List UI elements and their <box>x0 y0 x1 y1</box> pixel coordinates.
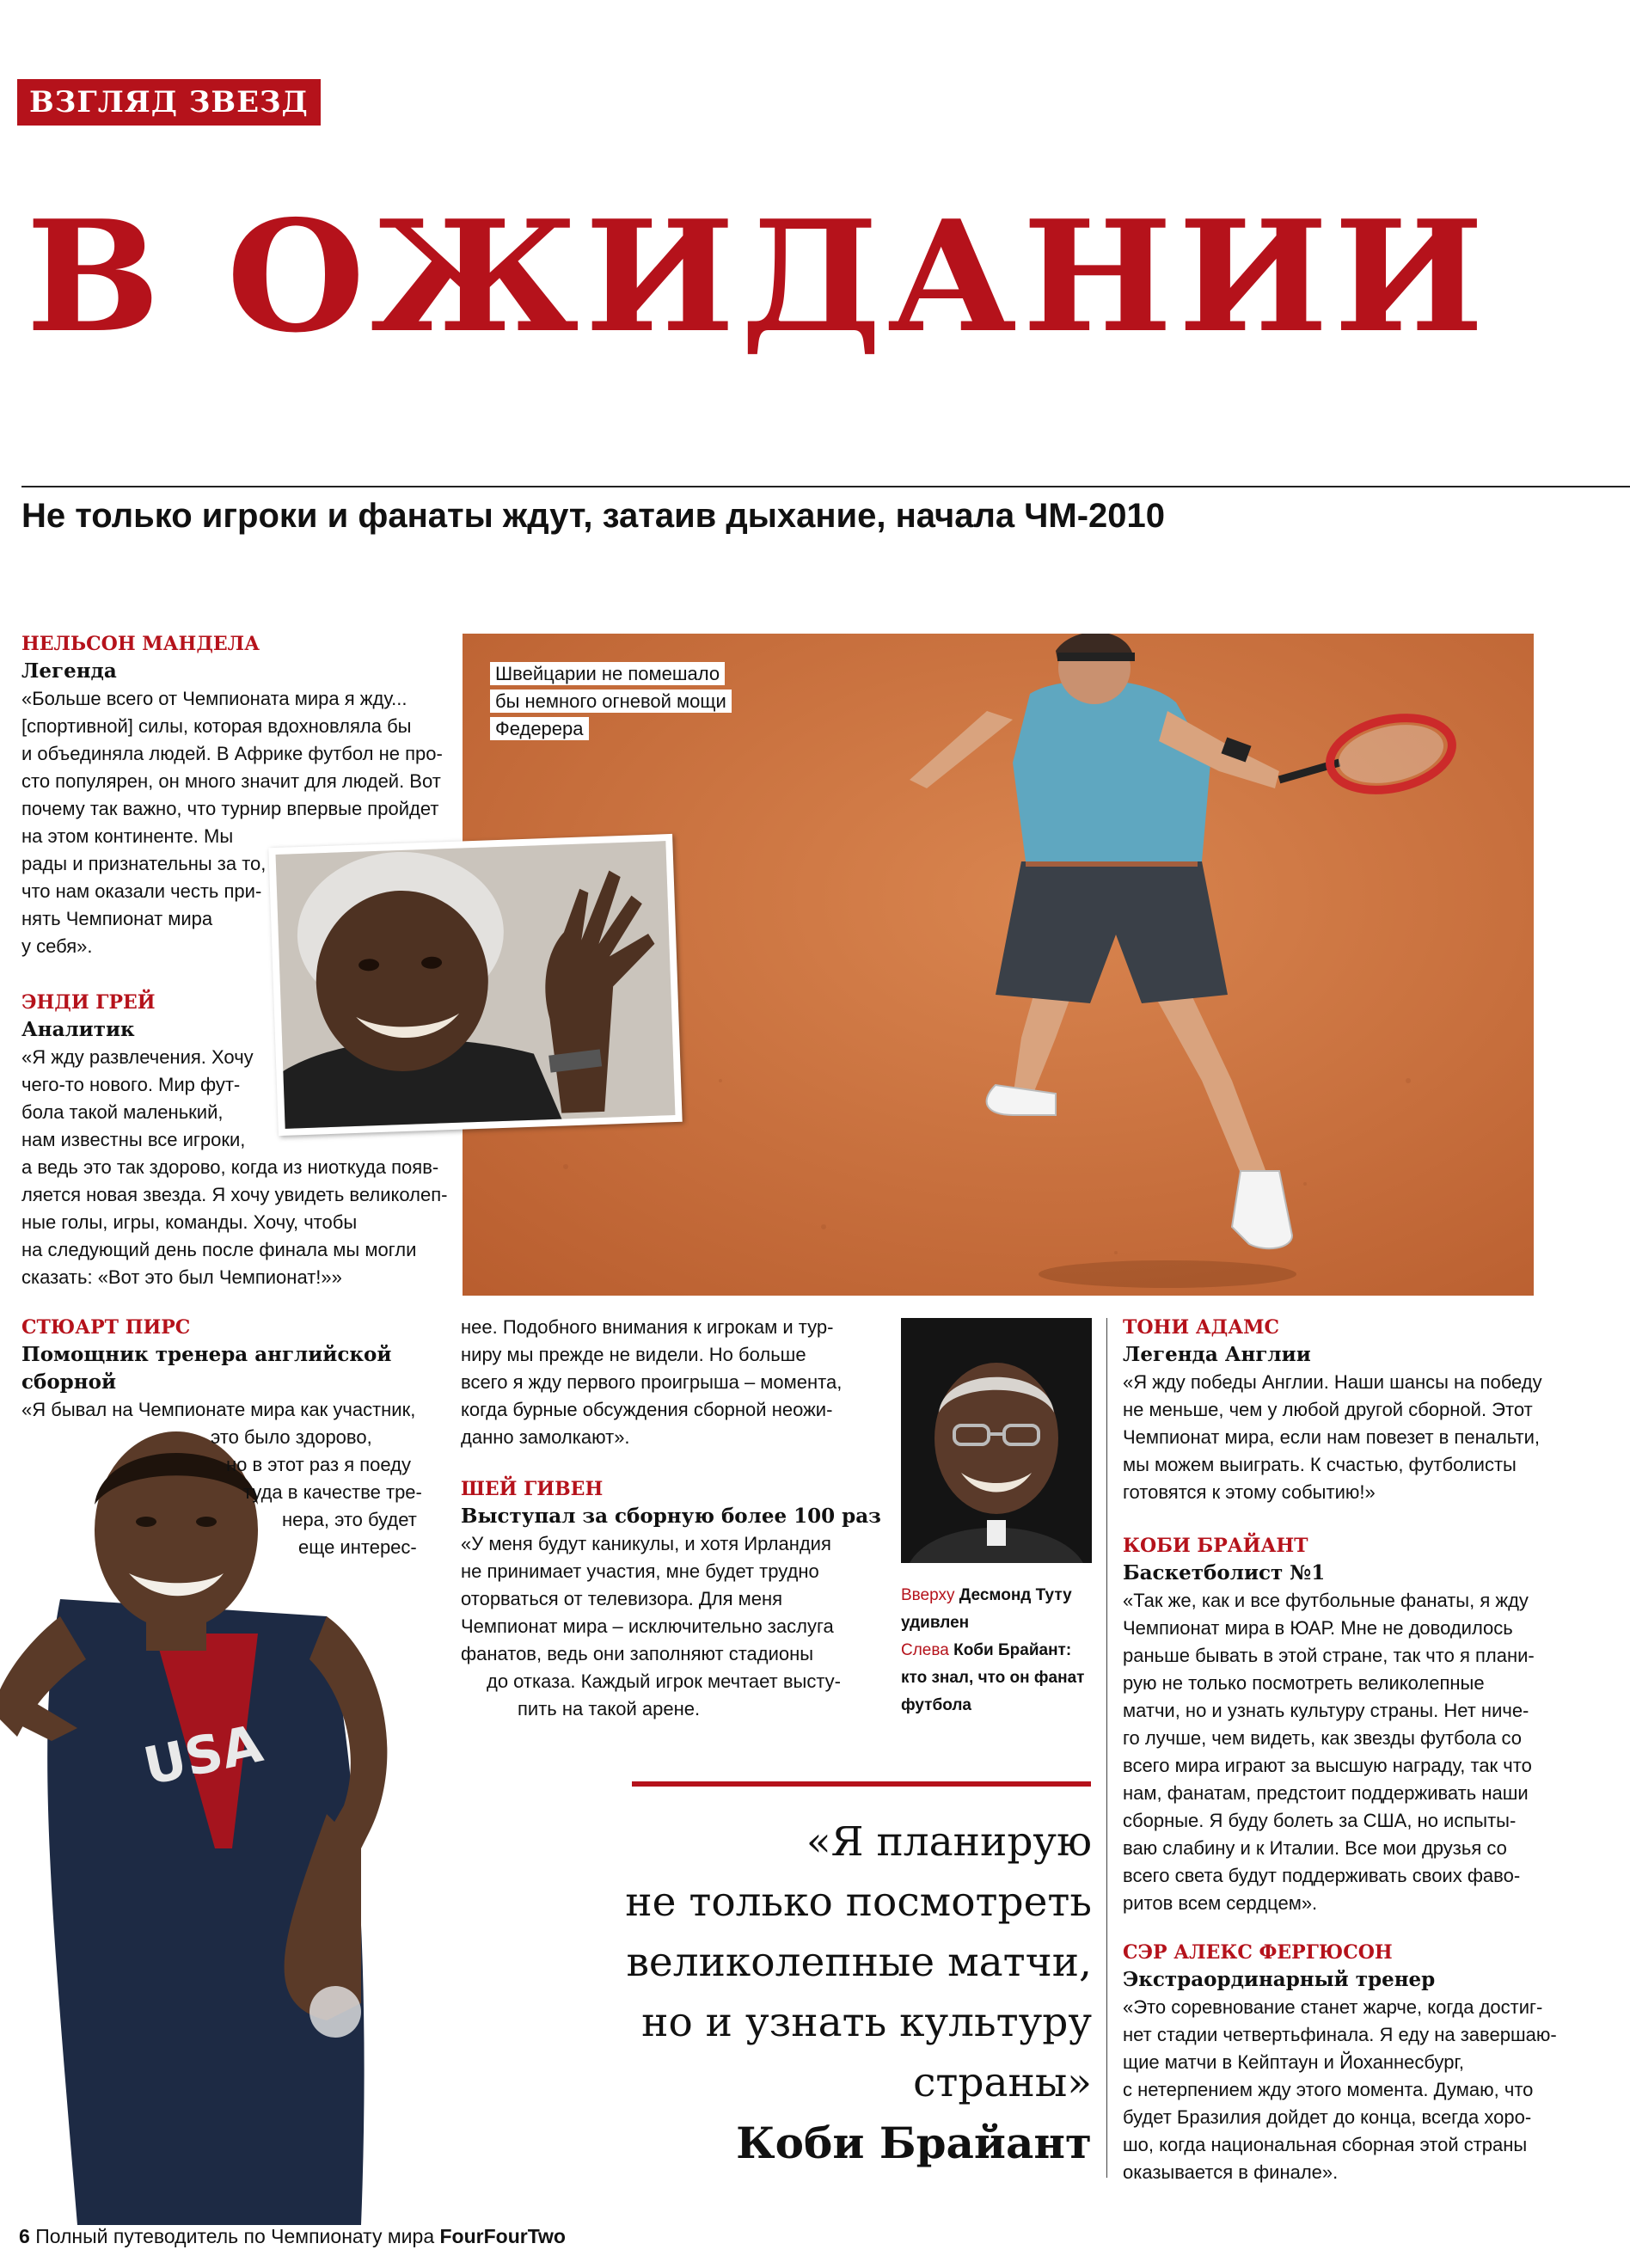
quote-line: всего я жду первого проигрыша – момента, <box>461 1371 843 1393</box>
quote-name: НЕЛЬСОН МАНДЕЛА <box>21 633 260 655</box>
quote-line: чего-то нового. Мир фут- <box>21 1074 241 1095</box>
quote-line: раньше бывать в этой стране, так что я плани- <box>1123 1645 1535 1666</box>
quote-mandela <box>21 630 451 960</box>
quote-line: матчи, но и узнать культуру страны. Нет ниче- <box>1123 1700 1529 1721</box>
quote-line: на этом континенте. Мы <box>21 825 234 847</box>
quote-role: Легенда <box>21 659 117 683</box>
quote-pearce <box>21 1314 451 1561</box>
quote-name: СТЮАРТ ПИРС <box>21 1316 191 1339</box>
quote-line: и объединяла людей. В Африке футбол не про- <box>21 743 443 764</box>
quote-line: Чемпионат мира – исключительно заслуга <box>461 1615 834 1637</box>
quote-line: когда бурные обсуждения сборной неожи- <box>461 1399 833 1420</box>
quote-line: ниру мы прежде не видели. Но больше <box>461 1344 806 1365</box>
tutu-illustration <box>901 1318 1092 1563</box>
quote-line: ваю слабину и к Италии. Все мои друзья со <box>1123 1837 1507 1859</box>
quote-line: нет стадии четвертьфинала. Я еду на завершаю- <box>1123 2024 1557 2045</box>
page-number: 6 <box>19 2225 30 2247</box>
quote-line: готовятся к этому событию!» <box>1123 1481 1376 1503</box>
quote-line: ритов всем сердцем». <box>1123 1892 1318 1914</box>
quote-line: «Я жду развлечения. Хочу <box>21 1046 254 1068</box>
top-rule <box>21 486 1630 487</box>
section-tag: ВЗГЛЯД ЗВЕЗД <box>17 79 321 126</box>
pullquote-rule <box>632 1781 1091 1787</box>
quote-line: сказать: «Вот это был Чемпионат!»» <box>21 1266 342 1288</box>
quote-adams <box>1123 1314 1621 1506</box>
quote-line: нам известны все игроки, <box>21 1129 246 1150</box>
quote-line: сборные. Я буду болеть за США, но испыты- <box>1123 1810 1517 1831</box>
pull-quote-line: великолепные матчи, <box>626 1939 1092 1986</box>
footer-text: Полный путеводитель по Чемпионату мира <box>35 2225 435 2247</box>
quote-line: сто популярен, он много значит для людей. Вот <box>21 770 441 792</box>
quote-name: ШЕЙ ГИВЕН <box>461 1478 604 1500</box>
quote-line: данно замолкают». <box>461 1426 630 1448</box>
footer-brand: FourFourTwo <box>439 2225 566 2247</box>
caption-line: бы немного огневой мощи <box>490 690 732 713</box>
quote-line: не принимает участия, мне будет трудно <box>461 1560 819 1582</box>
subheadline: Не только игроки и фанаты ждут, затаив дыхание, начала ЧМ-2010 <box>21 497 1165 535</box>
quote-gray <box>21 989 451 1291</box>
quote-line: туда в качестве тре- <box>243 1481 422 1503</box>
pull-quote <box>585 1812 1092 2113</box>
quote-name: ТОНИ АДАМС <box>1123 1316 1280 1339</box>
pull-quote-line: но и узнать культуру <box>641 1999 1092 2046</box>
quote-line: ляется новая звезда. Я хочу увидеть великолеп- <box>21 1184 448 1205</box>
caption-line: Швейцарии не помешало <box>490 662 725 685</box>
caption-key: Слева <box>901 1641 949 1659</box>
quote-line: но в этот раз я поеду <box>226 1454 411 1475</box>
quote-role: Помощник тренера английской сборной <box>21 1343 392 1394</box>
photo-tutu <box>901 1318 1092 1563</box>
quote-name: КОБИ БРАЙАНТ <box>1123 1535 1308 1557</box>
pull-quote-line: не только посмотреть <box>625 1879 1092 1926</box>
quote-line: нам, фанатам, предстоит поддерживать наши <box>1123 1782 1529 1804</box>
quote-line: всего мира играют за высшую награду, так что <box>1123 1755 1532 1776</box>
federer-caption <box>490 660 748 743</box>
quote-role: Аналитик <box>21 1018 135 1041</box>
caption-line: Федерера <box>490 717 589 740</box>
quote-pearce-cont <box>461 1314 891 1451</box>
quote-line: бола такой маленький, <box>21 1101 224 1123</box>
quote-line: го лучше, чем видеть, как звезды футбола со <box>1123 1727 1522 1749</box>
quote-line: шо, когда национальная сборная этой страны <box>1123 2134 1528 2155</box>
quote-name: СЭР АЛЕКС ФЕРГЮСОН <box>1123 1941 1393 1964</box>
quote-line: «Это соревнование станет жарче, когда достиг- <box>1123 1996 1543 2018</box>
quote-line: оторваться от телевизора. Для меня <box>461 1588 783 1609</box>
quote-line: еще интерес- <box>298 1536 417 1558</box>
tutu-caption <box>901 1582 1100 1719</box>
quote-line: щие матчи в Кейптаун и Йоханнесбург, <box>1123 2051 1464 2073</box>
quote-line: это было здорово, <box>211 1426 372 1448</box>
quote-line: [спортивной] силы, которая вдохновляла бы <box>21 715 412 737</box>
quote-role: Легенда Англии <box>1123 1343 1311 1366</box>
headline: В ОЖИДАНИИ <box>26 187 1490 366</box>
caption-text: Десмонд Туту удивлен <box>901 1586 1072 1632</box>
quote-line: «Я жду победы Англии. Наши шансы на победу <box>1123 1371 1542 1393</box>
quote-line: всего света будут поддерживать своих фаво- <box>1123 1865 1521 1886</box>
quote-line: Чемпионат мира в ЮАР. Мне не доводилось <box>1123 1617 1513 1639</box>
quote-line: с нетерпением жду этого момента. Думаю, что <box>1123 2079 1534 2100</box>
quote-line: почему так важно, что турнир впервые пройдет <box>21 798 439 819</box>
quote-bryant <box>1123 1532 1621 1917</box>
quote-line: до отказа. Каждый игрок мечтает высту- <box>487 1670 841 1692</box>
page-footer <box>19 2222 566 2250</box>
quote-name: ЭНДИ ГРЕЙ <box>21 991 156 1014</box>
quote-role: Выступал за сборную более 100 раз <box>461 1505 881 1528</box>
quote-line: рады и признательны за то, <box>21 853 267 874</box>
quote-line: нера, это будет <box>282 1509 417 1530</box>
quote-role: Экстраординарный тренер <box>1123 1968 1436 1991</box>
quote-line: «Больше всего от Чемпионата мира я жду... <box>21 688 408 709</box>
quote-line: на следующий день после финала мы могли <box>21 1239 417 1260</box>
quote-ferguson <box>1123 1939 1621 2186</box>
quote-line: пить на такой арене. <box>518 1698 701 1719</box>
quote-line: что нам оказали честь при- <box>21 880 262 902</box>
quote-role: Баскетболист №1 <box>1123 1561 1326 1585</box>
quote-line: а ведь это так здорово, когда из ниоткуда появ- <box>21 1156 439 1178</box>
jersey-text: USA <box>138 1713 268 1798</box>
quote-line: оказывается в финале». <box>1123 2161 1339 2183</box>
quote-line: не меньше, чем у любой другой сборной. Этот <box>1123 1399 1533 1420</box>
pull-quote-line: «Я планирую <box>806 1818 1092 1866</box>
caption-key: Вверху <box>901 1586 955 1604</box>
quote-line: ные голы, игры, команды. Хочу, чтобы <box>21 1211 358 1233</box>
quote-line: «Я бывал на Чемпионате мира как участник, <box>21 1399 416 1420</box>
quote-line: нее. Подобного внимания к игрокам и тур- <box>461 1316 834 1338</box>
quote-line: рую не только посмотреть великолепные <box>1123 1672 1485 1694</box>
quote-line: будет Бразилия дойдет до конца, всегда хоро- <box>1123 2106 1532 2128</box>
quote-line: «У меня будут каникулы, и хотя Ирландия <box>461 1533 831 1554</box>
pull-quote-line: страны» <box>913 2059 1092 2106</box>
pull-quote-author: Коби Брайант <box>736 2118 1092 2168</box>
quote-line: Чемпионат мира, если нам повезет в пенальти, <box>1123 1426 1541 1448</box>
quote-given <box>461 1475 891 1723</box>
quote-line: у себя». <box>21 935 93 957</box>
quote-line: мы можем выиграть. К счастью, футболисты <box>1123 1454 1517 1475</box>
column-divider <box>1106 1318 1107 2178</box>
caption-text: Коби Брайант: кто знал, что он фанат футбола <box>901 1641 1085 1714</box>
quote-line: нять Чемпионат мира <box>21 908 213 929</box>
quote-line: «Так же, как и все футбольные фанаты, я жду <box>1123 1590 1529 1611</box>
quote-line: фанатов, ведь они заполняют стадионы <box>461 1643 814 1664</box>
